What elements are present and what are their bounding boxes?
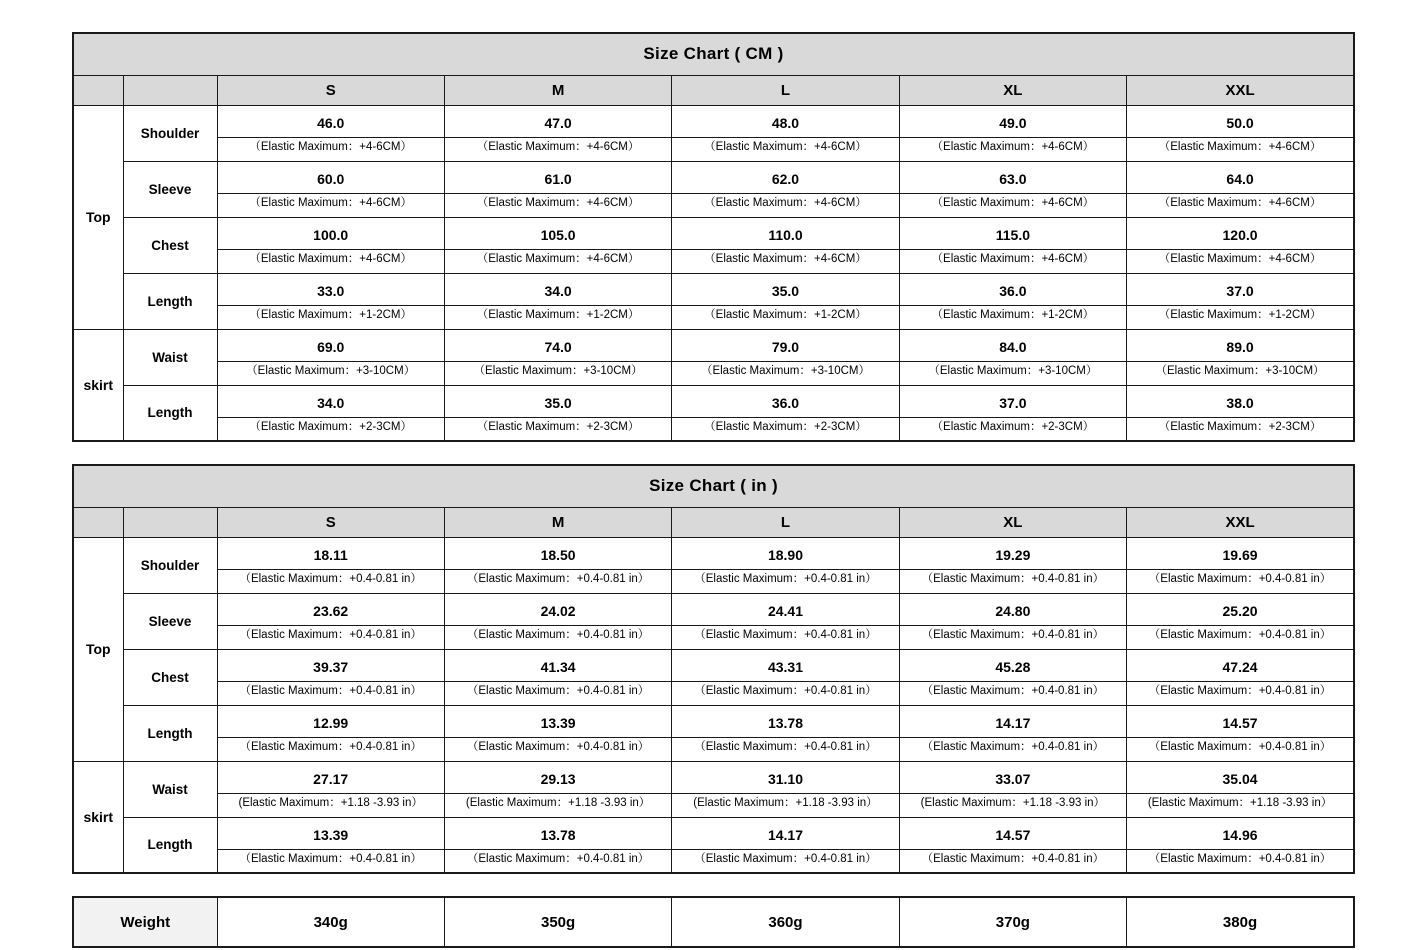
value-number: 13.39: [313, 827, 349, 844]
value-note: (Elastic Maximum：+1.18 -3.93 in）: [1127, 793, 1353, 814]
value-note: （Elastic Maximum：+2-3CM）: [445, 417, 671, 438]
value-number: 89.0: [1226, 339, 1254, 356]
value-cell: [444, 161, 671, 217]
value-cell: [217, 385, 444, 441]
value-cell: [217, 649, 444, 705]
size-header-xxl: XXL: [1127, 75, 1354, 105]
metric-label-chest: Chest: [123, 649, 217, 705]
value-number: 74.0: [544, 339, 572, 356]
value-cell: [899, 385, 1126, 441]
value-note: （Elastic Maximum：+0.4-0.81 in）: [218, 681, 444, 702]
value-note: （Elastic Maximum：+0.4-0.81 in）: [1127, 681, 1353, 702]
value-note: （Elastic Maximum：+0.4-0.81 in）: [672, 681, 898, 702]
value-note: （Elastic Maximum：+4-6CM）: [672, 193, 898, 214]
value-number: 50.0: [1226, 115, 1254, 132]
value-number: 39.37: [313, 659, 349, 676]
value-cell: [217, 761, 444, 817]
value-cell: [1127, 329, 1354, 385]
value-number: 105.0: [540, 227, 576, 244]
value-note: （Elastic Maximum：+0.4-0.81 in）: [218, 569, 444, 590]
value-note: （Elastic Maximum：+2-3CM）: [1127, 417, 1353, 438]
value-cell: [444, 705, 671, 761]
value-cell: [672, 273, 899, 329]
corner-cell: [73, 75, 123, 105]
size-chart-in-table: [72, 464, 1355, 874]
value-note: (Elastic Maximum：+1.18 -3.93 in）: [218, 793, 444, 814]
value-number: 110.0: [768, 227, 803, 244]
metric-label-waist: Waist: [123, 329, 217, 385]
table-row: [73, 537, 1354, 593]
section-spacer: [72, 874, 1355, 896]
value-number: 37.0: [1226, 283, 1254, 300]
value-number: 84.0: [999, 339, 1027, 356]
value-note: （Elastic Maximum：+0.4-0.81 in）: [1127, 569, 1353, 590]
value-number: 69.0: [317, 339, 345, 356]
value-number: 19.29: [995, 547, 1031, 564]
value-cell: [672, 217, 899, 273]
value-number: 46.0: [317, 115, 345, 132]
value-note: （Elastic Maximum：+0.4-0.81 in）: [672, 569, 898, 590]
value-cell: [899, 329, 1126, 385]
value-cell: [672, 593, 899, 649]
table-row-title: [73, 465, 1354, 507]
value-number: 29.13: [540, 771, 576, 788]
metric-label-chest: Chest: [123, 217, 217, 273]
value-cell: [672, 761, 899, 817]
value-cell: [444, 537, 671, 593]
value-note: （Elastic Maximum：+1-2CM）: [218, 305, 444, 326]
value-cell: [1127, 537, 1354, 593]
value-number: 34.0: [317, 395, 345, 412]
value-cell: [899, 105, 1126, 161]
value-cell: [672, 329, 899, 385]
value-number: 24.02: [540, 603, 576, 620]
value-cell: [1127, 105, 1354, 161]
value-number: 115.0: [995, 227, 1030, 244]
value-number: 13.78: [540, 827, 576, 844]
value-note: （Elastic Maximum：+0.4-0.81 in）: [900, 681, 1126, 702]
value-cell: [1127, 161, 1354, 217]
table-row: [73, 649, 1354, 705]
corner-cell: [123, 75, 217, 105]
value-note: （Elastic Maximum：+3-10CM）: [445, 361, 671, 382]
value-note: （Elastic Maximum：+3-10CM）: [1127, 361, 1353, 382]
table-row-size-header: [73, 507, 1354, 537]
value-cell: [672, 649, 899, 705]
value-number: 23.62: [313, 603, 349, 620]
value-cell: [1127, 649, 1354, 705]
value-note: （Elastic Maximum：+0.4-0.81 in）: [900, 569, 1126, 590]
value-cell: [1127, 817, 1354, 873]
weight-value-s: 340g: [217, 897, 444, 947]
value-number: 14.96: [1222, 827, 1258, 844]
value-note: （Elastic Maximum：+2-3CM）: [218, 417, 444, 438]
value-note: （Elastic Maximum：+4-6CM）: [445, 249, 671, 270]
value-note: （Elastic Maximum：+4-6CM）: [1127, 249, 1353, 270]
value-cell: [444, 105, 671, 161]
value-note: （Elastic Maximum：+2-3CM）: [672, 417, 898, 438]
value-cell: [1127, 217, 1354, 273]
value-number: 79.0: [771, 339, 800, 356]
weight-value-l: 360g: [672, 897, 899, 947]
weight-value-xl: 370g: [899, 897, 1126, 947]
value-note: (Elastic Maximum：+1.18 -3.93 in）: [900, 793, 1126, 814]
chart-title-in: Size Chart ( in ): [73, 465, 1354, 507]
value-cell: [1127, 705, 1354, 761]
weight-table: [72, 896, 1355, 948]
value-note: (Elastic Maximum：+1.18 -3.93 in）: [672, 793, 898, 814]
table-row-title: [73, 33, 1354, 75]
value-number: 36.0: [771, 395, 800, 412]
table-row: [73, 161, 1354, 217]
value-note: （Elastic Maximum：+0.4-0.81 in）: [218, 625, 444, 646]
value-cell: [899, 537, 1126, 593]
value-cell: [899, 161, 1126, 217]
value-number: 38.0: [1226, 395, 1254, 412]
group-label-top: Top: [73, 105, 123, 329]
value-number: 37.0: [999, 395, 1027, 412]
size-header-s: S: [217, 507, 444, 537]
table-row: [73, 273, 1354, 329]
table-row: [73, 705, 1354, 761]
value-number: 34.0: [544, 283, 572, 300]
value-cell: [899, 217, 1126, 273]
value-number: 14.57: [995, 827, 1031, 844]
table-row-weight: [73, 897, 1354, 947]
value-cell: [217, 105, 444, 161]
corner-cell: [73, 507, 123, 537]
value-note: （Elastic Maximum：+0.4-0.81 in）: [672, 849, 898, 870]
value-number: 63.0: [999, 171, 1027, 188]
metric-label-sleeve: Sleeve: [123, 161, 217, 217]
value-cell: [444, 761, 671, 817]
value-note: （Elastic Maximum：+4-6CM）: [900, 193, 1126, 214]
value-number: 64.0: [1226, 171, 1254, 188]
value-note: （Elastic Maximum：+4-6CM）: [672, 249, 898, 270]
weight-value-m: 350g: [444, 897, 671, 947]
value-cell: [672, 537, 899, 593]
value-number: 47.0: [544, 115, 572, 132]
value-number: 47.24: [1222, 659, 1258, 676]
value-number: 43.31: [767, 659, 803, 676]
value-cell: [217, 161, 444, 217]
value-cell: [672, 161, 899, 217]
value-number: 33.07: [995, 771, 1031, 788]
value-note: （Elastic Maximum：+0.4-0.81 in）: [672, 737, 898, 758]
value-number: 24.80: [995, 603, 1031, 620]
value-number: 14.17: [767, 827, 803, 844]
value-note: （Elastic Maximum：+2-3CM）: [900, 417, 1126, 438]
value-cell: [217, 329, 444, 385]
value-cell: [899, 705, 1126, 761]
weight-label: Weight: [73, 897, 217, 947]
value-number: 18.90: [767, 547, 803, 564]
table-row: [73, 817, 1354, 873]
metric-label-sleeve: Sleeve: [123, 593, 217, 649]
value-cell: [444, 385, 671, 441]
value-note: （Elastic Maximum：+0.4-0.81 in）: [672, 625, 898, 646]
value-cell: [672, 385, 899, 441]
value-number: 100.0: [313, 227, 349, 244]
value-note: （Elastic Maximum：+0.4-0.81 in）: [445, 849, 671, 870]
value-cell: [217, 537, 444, 593]
value-note: （Elastic Maximum：+4-6CM）: [900, 137, 1126, 158]
value-cell: [444, 817, 671, 873]
metric-label-shoulder: Shoulder: [123, 537, 217, 593]
value-cell: [899, 817, 1126, 873]
value-number: 35.0: [771, 283, 800, 300]
size-header-xl: XL: [899, 507, 1126, 537]
value-cell: [217, 273, 444, 329]
value-note: （Elastic Maximum：+4-6CM）: [218, 249, 444, 270]
group-label-skirt: skirt: [73, 761, 123, 873]
value-note: （Elastic Maximum：+4-6CM）: [218, 137, 444, 158]
value-cell: [672, 817, 899, 873]
value-number: 60.0: [317, 171, 345, 188]
table-row: [73, 217, 1354, 273]
value-note: （Elastic Maximum：+4-6CM）: [672, 137, 898, 158]
value-cell: [444, 329, 671, 385]
value-cell: [444, 273, 671, 329]
table-row: [73, 761, 1354, 817]
value-note: （Elastic Maximum：+3-10CM）: [900, 361, 1126, 382]
size-chart-cm-table: [72, 32, 1355, 442]
value-note: （Elastic Maximum：+0.4-0.81 in）: [1127, 737, 1353, 758]
value-cell: [1127, 761, 1354, 817]
size-header-m: M: [444, 507, 671, 537]
value-note: （Elastic Maximum：+0.4-0.81 in）: [1127, 625, 1353, 646]
value-number: 12.99: [313, 715, 349, 732]
value-note: （Elastic Maximum：+0.4-0.81 in）: [900, 625, 1126, 646]
value-number: 19.69: [1222, 547, 1258, 564]
value-cell: [672, 705, 899, 761]
metric-label-length: Length: [123, 705, 217, 761]
size-header-l: L: [672, 507, 899, 537]
value-number: 48.0: [771, 115, 800, 132]
value-note: （Elastic Maximum：+0.4-0.81 in）: [445, 569, 671, 590]
value-number: 120.0: [1222, 227, 1258, 244]
value-number: 41.34: [540, 659, 576, 676]
group-label-top: Top: [73, 537, 123, 761]
value-cell: [899, 273, 1126, 329]
value-cell: [899, 593, 1126, 649]
value-note: （Elastic Maximum：+4-6CM）: [900, 249, 1126, 270]
value-note: （Elastic Maximum：+1-2CM）: [1127, 305, 1353, 326]
value-note: （Elastic Maximum：+1-2CM）: [445, 305, 671, 326]
metric-label-shoulder: Shoulder: [123, 105, 217, 161]
metric-label-waist: Waist: [123, 761, 217, 817]
value-note: (Elastic Maximum：+1.18 -3.93 in）: [445, 793, 671, 814]
value-cell: [217, 817, 444, 873]
value-number: 61.0: [544, 171, 572, 188]
value-cell: [899, 649, 1126, 705]
value-number: 18.11: [313, 547, 348, 564]
value-note: （Elastic Maximum：+3-10CM）: [218, 361, 444, 382]
table-row: [73, 593, 1354, 649]
value-note: （Elastic Maximum：+4-6CM）: [218, 193, 444, 214]
table-row: [73, 105, 1354, 161]
value-cell: [217, 593, 444, 649]
value-note: （Elastic Maximum：+0.4-0.81 in）: [1127, 849, 1353, 870]
value-number: 35.0: [544, 395, 572, 412]
value-note: （Elastic Maximum：+0.4-0.81 in）: [445, 681, 671, 702]
value-note: （Elastic Maximum：+0.4-0.81 in）: [218, 849, 444, 870]
section-spacer: [72, 442, 1355, 464]
value-number: 14.57: [1222, 715, 1258, 732]
value-number: 33.0: [317, 283, 345, 300]
value-note: （Elastic Maximum：+0.4-0.81 in）: [218, 737, 444, 758]
value-number: 31.10: [767, 771, 803, 788]
value-number: 27.17: [313, 771, 349, 788]
weight-value-xxl: 380g: [1127, 897, 1354, 947]
value-note: （Elastic Maximum：+1-2CM）: [672, 305, 898, 326]
metric-label-length: Length: [123, 385, 217, 441]
value-cell: [1127, 593, 1354, 649]
value-cell: [1127, 385, 1354, 441]
value-number: 35.04: [1222, 771, 1258, 788]
value-note: （Elastic Maximum：+3-10CM）: [672, 361, 898, 382]
value-cell: [444, 593, 671, 649]
value-number: 18.50: [540, 547, 576, 564]
value-cell: [444, 217, 671, 273]
value-number: 14.17: [995, 715, 1031, 732]
value-note: （Elastic Maximum：+0.4-0.81 in）: [445, 625, 671, 646]
metric-label-length: Length: [123, 273, 217, 329]
value-cell: [444, 649, 671, 705]
value-note: （Elastic Maximum：+4-6CM）: [445, 137, 671, 158]
value-cell: [1127, 273, 1354, 329]
value-note: （Elastic Maximum：+1-2CM）: [900, 305, 1126, 326]
value-number: 24.41: [767, 603, 803, 620]
value-number: 49.0: [999, 115, 1027, 132]
value-number: 36.0: [999, 283, 1027, 300]
size-header-m: M: [444, 75, 671, 105]
table-row: [73, 385, 1354, 441]
table-row-size-header: [73, 75, 1354, 105]
chart-title-cm: Size Chart ( CM ): [73, 33, 1354, 75]
value-number: 45.28: [995, 659, 1031, 676]
group-label-skirt: skirt: [73, 329, 123, 441]
value-cell: [217, 705, 444, 761]
value-number: 62.0: [771, 171, 800, 188]
value-cell: [217, 217, 444, 273]
size-header-l: L: [672, 75, 899, 105]
size-header-s: S: [217, 75, 444, 105]
value-cell: [672, 105, 899, 161]
value-number: 25.20: [1222, 603, 1258, 620]
value-number: 13.39: [540, 715, 576, 732]
value-number: 13.78: [767, 715, 803, 732]
value-note: （Elastic Maximum：+4-6CM）: [1127, 193, 1353, 214]
value-note: （Elastic Maximum：+0.4-0.81 in）: [900, 737, 1126, 758]
value-note: （Elastic Maximum：+4-6CM）: [445, 193, 671, 214]
corner-cell: [123, 507, 217, 537]
value-note: （Elastic Maximum：+0.4-0.81 in）: [445, 737, 671, 758]
value-note: （Elastic Maximum：+0.4-0.81 in）: [900, 849, 1126, 870]
table-row: [73, 329, 1354, 385]
value-cell: [899, 761, 1126, 817]
value-note: （Elastic Maximum：+4-6CM）: [1127, 137, 1353, 158]
metric-label-length: Length: [123, 817, 217, 873]
size-header-xl: XL: [899, 75, 1126, 105]
size-header-xxl: XXL: [1127, 507, 1354, 537]
